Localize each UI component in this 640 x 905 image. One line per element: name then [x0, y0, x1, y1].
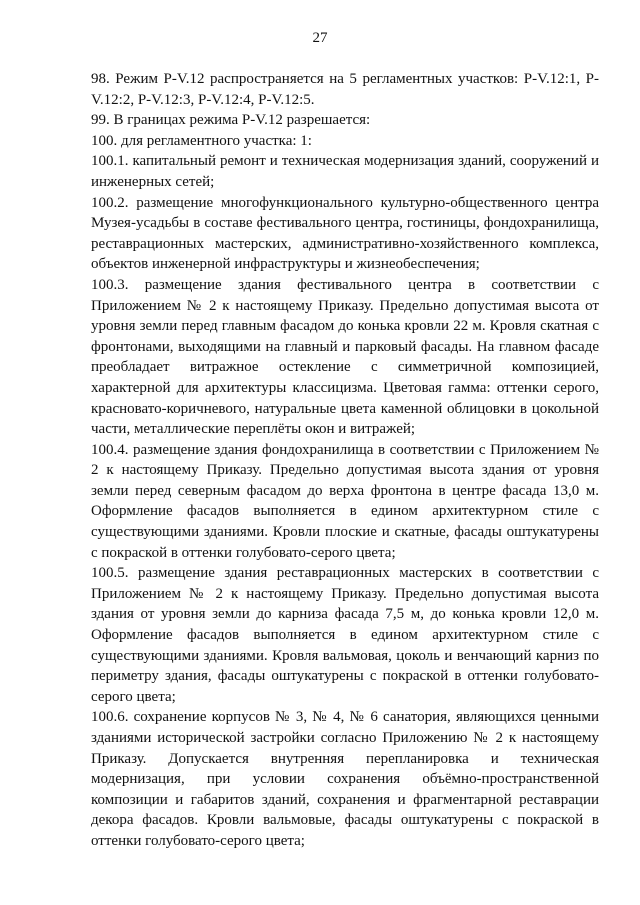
paragraph-99: 99. В границах режима Р-V.12 разрешается:: [91, 112, 371, 129]
page-number: 27: [312, 30, 328, 46]
document-body: [91, 69, 599, 852]
paragraph-98: 98. Режим Р-V.12 распространяется на 5 регламентных участков: Р-V.12:1, Р-V.12:2, Р-V.12:3, Р-V.12:4, Р-V.12:5.: [91, 71, 599, 108]
paragraph-100-3: 100.3. размещение здания фестивального центра в соответствии с Приложением № 2 к настоящему Приказу. Предельно допустимая высота от уровня земли перед главным фасадом до конька кровли 22 м. Кровля скатная с фронтонами, выходящими на главный и парковый фасады. На главном фасаде преобладает витражное остекление с симметричной композицией, характерной для архитектуры классицизма. Цветовая гамма: оттенки серого, красновато-коричневого, натуральные цвета каменной облицовки в цокольной части, металлические переплёты окон и витражей;: [91, 276, 599, 438]
paragraph-100-4: 100.4. размещение здания фондохранилища в соответствии с Приложением № 2 к настоящему Приказу. Предельно допустимая высота здания от уровня земли перед северным фасадом до верха фронтона в центре фасада 13,0 м. Оформление фасадов выполняется в едином архитектурном стиле с существующими зданиями. Кровли плоские и скатные, фасады оштукатурены с покраской в оттенки голубовато-серого цвета;: [91, 441, 599, 561]
paragraph-100-5: 100.5. размещение здания реставрационных мастерских в соответствии с Приложением № 2 к настоящему Приказу. Предельно допустимая высота здания от уровня земли до карниза фасада 7,5 м, до конька кровли 12,0 м. Оформление фасадов выполняется в едином архитектурном стиле с существующими зданиями. Кровля вальмовая, цоколь и венчающий карниз по периметру здания, фасады оштукатурены с покраской в оттенки голубовато-серого цвета;: [91, 565, 599, 705]
paragraph-100-2: 100.2. размещение многофункционального культурно-общественного центра Музея-усадьбы в составе фестивального центра, гостиницы, фондохранилища, реставрационных мастерских, административно-хозяйственного комплекса, объектов инженерной инфраструктуры и жизнеобеспечения;: [91, 194, 599, 273]
paragraph-100-1: 100.1. капитальный ремонт и техническая модернизация зданий, сооружений и инженерных сетей;: [91, 153, 599, 190]
paragraph-100: 100. для регламентного участка: 1:: [91, 132, 312, 149]
paragraph-100-6: 100.6. сохранение корпусов № 3, № 4, № 6 санатория, являющихся ценными зданиями исторической застройки согласно Приложению № 2 к настоящему Приказу. Допускается внутренняя перепланировка и техническая модернизация, при условии сохранения объёмно-пространственной композиции и габаритов зданий, сохранения и фрагментарной реставрации декора фасадов. Кровли вальмовые, фасады оштукатурены с покраской в оттенки голубовато-серого цвета;: [91, 709, 599, 849]
